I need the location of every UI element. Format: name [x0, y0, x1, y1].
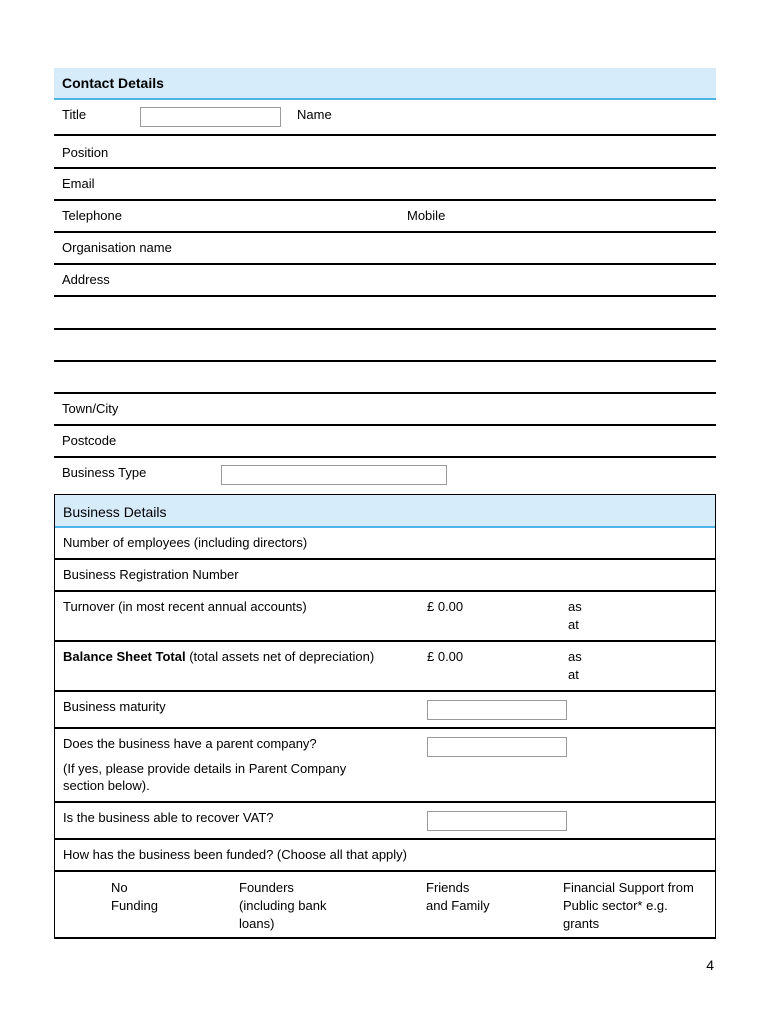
- funding-option-text: Financial Support from: [563, 880, 694, 895]
- name-label: Name: [297, 107, 332, 122]
- email-row: [54, 169, 716, 201]
- vat-label: Is the business able to recover VAT?: [63, 810, 274, 825]
- funding-option-founders[interactable]: [239, 879, 326, 933]
- position-row: [54, 136, 716, 169]
- funding-option-text: and Family: [426, 898, 490, 913]
- business-details-header: Business Details: [55, 495, 715, 528]
- balance-label-rest: (total assets net of depreciation): [185, 649, 375, 664]
- address-line-2[interactable]: [54, 297, 716, 330]
- balance-row: [55, 642, 715, 692]
- maturity-select[interactable]: [427, 700, 567, 720]
- vat-row: [55, 803, 715, 840]
- postcode-row: [54, 426, 716, 458]
- parent-note-2: section below).: [63, 778, 150, 793]
- maturity-label: Business maturity: [63, 699, 166, 714]
- telephone-row: [54, 201, 716, 233]
- funding-option-text: Founders: [239, 880, 294, 895]
- mobile-label: Mobile: [407, 208, 446, 223]
- employees-row: [55, 528, 715, 560]
- vat-select[interactable]: [427, 811, 567, 831]
- registration-label: Business Registration Number: [63, 567, 239, 582]
- funded-label: How has the business been funded? (Choose all that apply): [63, 847, 407, 862]
- turnover-row: [55, 592, 715, 642]
- email-label: Email: [62, 176, 95, 191]
- balance-at: at: [568, 667, 579, 682]
- page-number: 4: [706, 957, 714, 973]
- title-name-row: [54, 100, 716, 136]
- registration-row: [55, 560, 715, 592]
- funding-option-friends-family[interactable]: [426, 879, 490, 915]
- business-type-row: [54, 458, 716, 494]
- balance-as: as: [568, 649, 582, 664]
- funding-options-row: [55, 872, 715, 939]
- parent-note-1: (If yes, please provide details in Parent Company: [63, 761, 347, 776]
- town-label: Town/City: [62, 401, 119, 416]
- parent-label: Does the business have a parent company?: [63, 736, 317, 751]
- balance-value[interactable]: £ 0.00: [427, 649, 464, 664]
- parent-row: [55, 729, 715, 803]
- organisation-label: Organisation name: [62, 240, 172, 255]
- balance-label: [63, 649, 374, 664]
- turnover-label: Turnover (in most recent annual accounts): [63, 599, 307, 614]
- form-page: [54, 68, 716, 939]
- balance-label-bold: Balance Sheet Total: [63, 649, 186, 664]
- funding-option-no-funding[interactable]: [111, 879, 158, 915]
- funding-option-text: Friends: [426, 880, 470, 895]
- telephone-label: Telephone: [62, 208, 122, 223]
- turnover-at: at: [568, 617, 579, 632]
- postcode-label: Postcode: [62, 433, 117, 448]
- position-label: Position: [62, 145, 109, 160]
- business-type-input[interactable]: [221, 465, 447, 485]
- address-row: [54, 265, 716, 297]
- contact-details-header: Contact Details: [54, 68, 716, 100]
- address-line-3[interactable]: [54, 330, 716, 362]
- parent-select[interactable]: [427, 737, 567, 757]
- employees-label: Number of employees (including directors): [63, 535, 308, 550]
- business-type-label: Business Type: [62, 465, 147, 480]
- organisation-row: [54, 233, 716, 265]
- funding-option-text: grants: [563, 916, 600, 931]
- funding-option-text: loans): [239, 916, 275, 931]
- address-label: Address: [62, 272, 110, 287]
- funded-row: [55, 840, 715, 872]
- funding-option-public-sector[interactable]: [563, 879, 694, 933]
- turnover-as: as: [568, 599, 582, 614]
- funding-option-text: (including bank: [239, 898, 327, 913]
- business-details-section: [54, 494, 716, 939]
- funding-option-text: Public sector* e.g.: [563, 898, 668, 913]
- address-line-4[interactable]: [54, 362, 716, 394]
- title-label: Title: [62, 107, 87, 122]
- turnover-value[interactable]: £ 0.00: [427, 599, 464, 614]
- town-row: [54, 394, 716, 426]
- funding-option-text: No: [111, 880, 128, 895]
- maturity-row: [55, 692, 715, 729]
- title-input[interactable]: [140, 107, 281, 127]
- funding-option-text: Funding: [111, 898, 158, 913]
